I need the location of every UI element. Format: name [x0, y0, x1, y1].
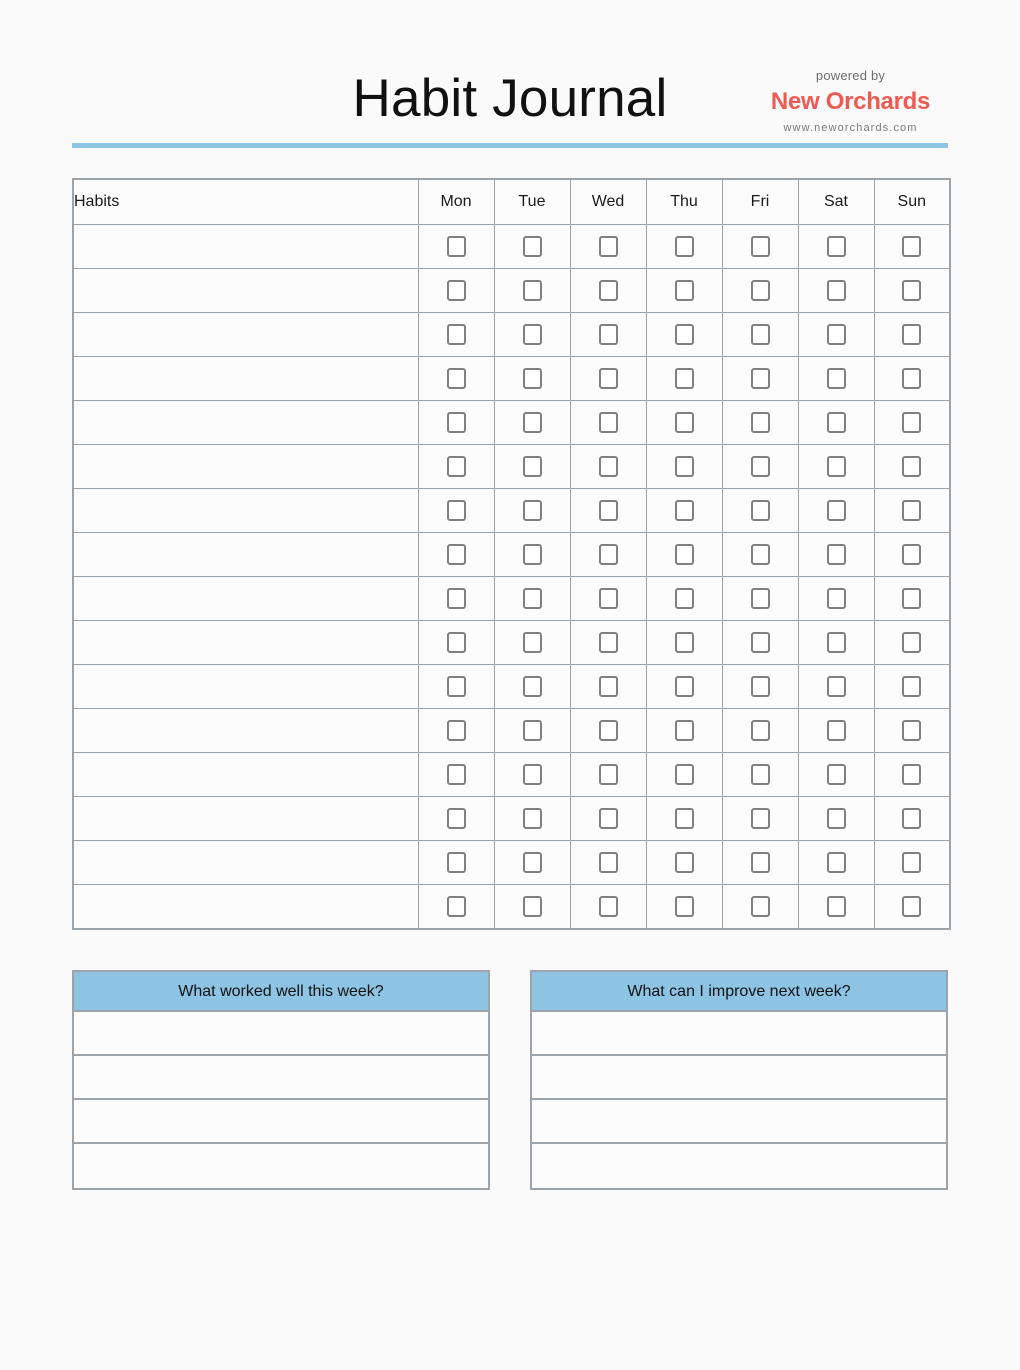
day-column-header-fri: Fri	[722, 179, 798, 225]
table-row	[73, 797, 950, 841]
habit-check-cell-mon[interactable]	[418, 709, 494, 753]
habit-check-cell-mon[interactable]	[418, 401, 494, 445]
habit-check-cell-fri[interactable]	[722, 489, 798, 533]
empty-checkbox-icon[interactable]	[902, 632, 921, 653]
habit-table-container	[72, 178, 948, 930]
empty-checkbox-icon[interactable]	[447, 852, 466, 873]
empty-checkbox-icon[interactable]	[675, 632, 694, 653]
habit-check-cell-mon[interactable]	[418, 885, 494, 930]
habit-check-cell-sun[interactable]	[874, 885, 950, 930]
day-column-header-thu: Thu	[646, 179, 722, 225]
habit-check-cell-wed[interactable]	[570, 665, 646, 709]
empty-checkbox-icon[interactable]	[675, 720, 694, 741]
reflection-box-worked-well	[72, 970, 490, 1190]
empty-checkbox-icon[interactable]	[523, 764, 542, 785]
empty-checkbox-icon[interactable]	[599, 764, 618, 785]
habit-name-cell[interactable]	[73, 357, 418, 401]
habit-name-cell[interactable]	[73, 577, 418, 621]
habit-check-cell-mon[interactable]	[418, 665, 494, 709]
habit-check-cell-wed[interactable]	[570, 313, 646, 357]
table-row	[73, 621, 950, 665]
empty-checkbox-icon[interactable]	[447, 544, 466, 565]
day-column-header-sat: Sat	[798, 179, 874, 225]
empty-checkbox-icon[interactable]	[447, 236, 466, 257]
habit-check-cell-sun[interactable]	[874, 489, 950, 533]
habit-check-cell-sat[interactable]	[798, 665, 874, 709]
habit-name-cell[interactable]	[73, 445, 418, 489]
habit-check-cell-fri[interactable]	[722, 709, 798, 753]
habit-check-cell-sun[interactable]	[874, 577, 950, 621]
empty-checkbox-icon[interactable]	[599, 500, 618, 521]
empty-checkbox-icon[interactable]	[599, 544, 618, 565]
empty-checkbox-icon[interactable]	[827, 280, 846, 301]
empty-checkbox-icon[interactable]	[523, 852, 542, 873]
habit-check-cell-thu[interactable]	[646, 709, 722, 753]
habit-check-cell-tue[interactable]	[494, 709, 570, 753]
empty-checkbox-icon[interactable]	[751, 852, 770, 873]
habit-check-cell-fri[interactable]	[722, 577, 798, 621]
habit-check-cell-sun[interactable]	[874, 797, 950, 841]
habit-check-cell-tue[interactable]	[494, 753, 570, 797]
empty-checkbox-icon[interactable]	[523, 412, 542, 433]
empty-checkbox-icon[interactable]	[675, 500, 694, 521]
habit-check-cell-sun[interactable]	[874, 753, 950, 797]
empty-checkbox-icon[interactable]	[599, 456, 618, 477]
empty-checkbox-icon[interactable]	[447, 368, 466, 389]
day-column-header-mon: Mon	[418, 179, 494, 225]
empty-checkbox-icon[interactable]	[902, 764, 921, 785]
habit-name-cell[interactable]	[73, 489, 418, 533]
empty-checkbox-icon[interactable]	[902, 236, 921, 257]
habit-check-cell-tue[interactable]	[494, 269, 570, 313]
empty-checkbox-icon[interactable]	[447, 280, 466, 301]
empty-checkbox-icon[interactable]	[827, 808, 846, 829]
habit-check-cell-sun[interactable]	[874, 709, 950, 753]
habit-check-cell-fri[interactable]	[722, 841, 798, 885]
reflection-write-line[interactable]	[74, 1144, 488, 1188]
habit-check-cell-mon[interactable]	[418, 797, 494, 841]
empty-checkbox-icon[interactable]	[447, 324, 466, 345]
habit-check-cell-sat[interactable]	[798, 885, 874, 930]
habit-name-cell[interactable]	[73, 269, 418, 313]
day-column-header-tue: Tue	[494, 179, 570, 225]
empty-checkbox-icon[interactable]	[751, 676, 770, 697]
habit-check-cell-sat[interactable]	[798, 313, 874, 357]
habit-check-cell-sun[interactable]	[874, 621, 950, 665]
empty-checkbox-icon[interactable]	[902, 676, 921, 697]
table-row	[73, 401, 950, 445]
empty-checkbox-icon[interactable]	[827, 324, 846, 345]
habit-check-cell-thu[interactable]	[646, 753, 722, 797]
reflection-write-line[interactable]	[532, 1012, 946, 1056]
habit-name-cell[interactable]	[73, 665, 418, 709]
habit-check-cell-sun[interactable]	[874, 401, 950, 445]
empty-checkbox-icon[interactable]	[523, 324, 542, 345]
empty-checkbox-icon[interactable]	[675, 544, 694, 565]
habit-check-cell-wed[interactable]	[570, 621, 646, 665]
habit-check-cell-tue[interactable]	[494, 621, 570, 665]
habit-check-cell-fri[interactable]	[722, 269, 798, 313]
habit-check-cell-wed[interactable]	[570, 709, 646, 753]
habit-check-cell-fri[interactable]	[722, 797, 798, 841]
empty-checkbox-icon[interactable]	[827, 588, 846, 609]
habit-check-cell-thu[interactable]	[646, 665, 722, 709]
habit-check-cell-thu[interactable]	[646, 445, 722, 489]
habit-check-cell-sat[interactable]	[798, 753, 874, 797]
habit-check-cell-sun[interactable]	[874, 357, 950, 401]
empty-checkbox-icon[interactable]	[447, 632, 466, 653]
habit-check-cell-thu[interactable]	[646, 489, 722, 533]
habit-check-cell-wed[interactable]	[570, 445, 646, 489]
habit-check-cell-fri[interactable]	[722, 665, 798, 709]
reflection-write-line[interactable]	[532, 1056, 946, 1100]
table-row	[73, 445, 950, 489]
empty-checkbox-icon[interactable]	[447, 456, 466, 477]
empty-checkbox-icon[interactable]	[751, 632, 770, 653]
habit-check-cell-sun[interactable]	[874, 841, 950, 885]
habit-check-cell-sat[interactable]	[798, 533, 874, 577]
empty-checkbox-icon[interactable]	[902, 500, 921, 521]
empty-checkbox-icon[interactable]	[751, 764, 770, 785]
empty-checkbox-icon[interactable]	[599, 324, 618, 345]
empty-checkbox-icon[interactable]	[523, 500, 542, 521]
habit-check-cell-fri[interactable]	[722, 445, 798, 489]
habit-check-cell-wed[interactable]	[570, 357, 646, 401]
empty-checkbox-icon[interactable]	[827, 852, 846, 873]
habit-check-cell-tue[interactable]	[494, 885, 570, 930]
empty-checkbox-icon[interactable]	[751, 896, 770, 917]
habit-check-cell-sat[interactable]	[798, 225, 874, 269]
habit-name-cell[interactable]	[73, 753, 418, 797]
empty-checkbox-icon[interactable]	[751, 412, 770, 433]
habit-name-cell[interactable]	[73, 709, 418, 753]
empty-checkbox-icon[interactable]	[523, 588, 542, 609]
empty-checkbox-icon[interactable]	[523, 280, 542, 301]
empty-checkbox-icon[interactable]	[599, 852, 618, 873]
habit-check-cell-sat[interactable]	[798, 577, 874, 621]
empty-checkbox-icon[interactable]	[599, 412, 618, 433]
habit-check-cell-thu[interactable]	[646, 841, 722, 885]
empty-checkbox-icon[interactable]	[599, 280, 618, 301]
empty-checkbox-icon[interactable]	[902, 852, 921, 873]
empty-checkbox-icon[interactable]	[751, 588, 770, 609]
habit-check-cell-thu[interactable]	[646, 577, 722, 621]
table-row	[73, 841, 950, 885]
habit-check-cell-thu[interactable]	[646, 533, 722, 577]
habit-check-cell-sun[interactable]	[874, 225, 950, 269]
habit-check-cell-mon[interactable]	[418, 841, 494, 885]
empty-checkbox-icon[interactable]	[523, 368, 542, 389]
reflection-section	[72, 970, 948, 1190]
habit-check-cell-thu[interactable]	[646, 621, 722, 665]
empty-checkbox-icon[interactable]	[827, 676, 846, 697]
habit-check-cell-thu[interactable]	[646, 357, 722, 401]
habit-check-cell-fri[interactable]	[722, 533, 798, 577]
habit-check-cell-thu[interactable]	[646, 269, 722, 313]
empty-checkbox-icon[interactable]	[523, 456, 542, 477]
empty-checkbox-icon[interactable]	[599, 588, 618, 609]
empty-checkbox-icon[interactable]	[751, 368, 770, 389]
habit-name-cell[interactable]	[73, 841, 418, 885]
habit-check-cell-mon[interactable]	[418, 445, 494, 489]
habit-check-cell-tue[interactable]	[494, 401, 570, 445]
habit-tracker-table	[72, 178, 951, 930]
table-row	[73, 313, 950, 357]
habit-check-cell-wed[interactable]	[570, 885, 646, 930]
empty-checkbox-icon[interactable]	[751, 324, 770, 345]
empty-checkbox-icon[interactable]	[447, 764, 466, 785]
habit-check-cell-sat[interactable]	[798, 357, 874, 401]
empty-checkbox-icon[interactable]	[447, 808, 466, 829]
empty-checkbox-icon[interactable]	[599, 720, 618, 741]
empty-checkbox-icon[interactable]	[523, 544, 542, 565]
habit-check-cell-mon[interactable]	[418, 313, 494, 357]
empty-checkbox-icon[interactable]	[751, 456, 770, 477]
habit-check-cell-fri[interactable]	[722, 313, 798, 357]
empty-checkbox-icon[interactable]	[523, 676, 542, 697]
table-row	[73, 269, 950, 313]
empty-checkbox-icon[interactable]	[447, 896, 466, 917]
empty-checkbox-icon[interactable]	[675, 280, 694, 301]
habit-check-cell-mon[interactable]	[418, 533, 494, 577]
habit-check-cell-sat[interactable]	[798, 269, 874, 313]
table-row	[73, 753, 950, 797]
habits-column-header: Habits	[73, 179, 418, 225]
table-row	[73, 225, 950, 269]
habit-check-cell-fri[interactable]	[722, 885, 798, 930]
powered-by-label: powered by	[815, 68, 886, 83]
habit-check-cell-tue[interactable]	[494, 357, 570, 401]
habit-check-cell-fri[interactable]	[722, 225, 798, 269]
empty-checkbox-icon[interactable]	[599, 896, 618, 917]
empty-checkbox-icon[interactable]	[827, 544, 846, 565]
empty-checkbox-icon[interactable]	[902, 808, 921, 829]
empty-checkbox-icon[interactable]	[827, 456, 846, 477]
empty-checkbox-icon[interactable]	[675, 236, 694, 257]
reflection-write-line[interactable]	[74, 1100, 488, 1144]
habit-check-cell-sat[interactable]	[798, 709, 874, 753]
empty-checkbox-icon[interactable]	[675, 764, 694, 785]
empty-checkbox-icon[interactable]	[827, 896, 846, 917]
habit-name-cell[interactable]	[73, 621, 418, 665]
empty-checkbox-icon[interactable]	[902, 456, 921, 477]
habit-name-cell[interactable]	[73, 401, 418, 445]
habit-check-cell-wed[interactable]	[570, 401, 646, 445]
header-row	[73, 179, 950, 225]
habit-check-cell-thu[interactable]	[646, 401, 722, 445]
habit-check-cell-wed[interactable]	[570, 841, 646, 885]
empty-checkbox-icon[interactable]	[902, 412, 921, 433]
reflection-title: What worked well this week?	[74, 972, 488, 1012]
habit-check-cell-tue[interactable]	[494, 665, 570, 709]
habit-check-cell-mon[interactable]	[418, 577, 494, 621]
empty-checkbox-icon[interactable]	[675, 412, 694, 433]
habit-check-cell-mon[interactable]	[418, 621, 494, 665]
habit-check-cell-tue[interactable]	[494, 577, 570, 621]
empty-checkbox-icon[interactable]	[751, 280, 770, 301]
empty-checkbox-icon[interactable]	[675, 588, 694, 609]
empty-checkbox-icon[interactable]	[599, 368, 618, 389]
table-row	[73, 577, 950, 621]
habit-name-cell[interactable]	[73, 313, 418, 357]
habit-check-cell-mon[interactable]	[418, 269, 494, 313]
reflection-title: What can I improve next week?	[532, 972, 946, 1012]
empty-checkbox-icon[interactable]	[827, 720, 846, 741]
habit-check-cell-thu[interactable]	[646, 797, 722, 841]
empty-checkbox-icon[interactable]	[675, 324, 694, 345]
empty-checkbox-icon[interactable]	[675, 896, 694, 917]
empty-checkbox-icon[interactable]	[902, 544, 921, 565]
empty-checkbox-icon[interactable]	[447, 676, 466, 697]
habit-table-body	[73, 225, 950, 930]
brand-name: New Orchards	[770, 87, 931, 115]
table-row	[73, 665, 950, 709]
empty-checkbox-icon[interactable]	[447, 588, 466, 609]
empty-checkbox-icon[interactable]	[902, 720, 921, 741]
brand-url: www.neworchards.com	[783, 121, 918, 134]
habit-name-cell[interactable]	[73, 885, 418, 930]
habit-check-cell-mon[interactable]	[418, 489, 494, 533]
empty-checkbox-icon[interactable]	[675, 368, 694, 389]
habit-check-cell-wed[interactable]	[570, 797, 646, 841]
empty-checkbox-icon[interactable]	[523, 720, 542, 741]
habit-check-cell-sat[interactable]	[798, 489, 874, 533]
habit-check-cell-sat[interactable]	[798, 401, 874, 445]
habit-check-cell-sat[interactable]	[798, 797, 874, 841]
habit-check-cell-sat[interactable]	[798, 621, 874, 665]
habit-check-cell-sat[interactable]	[798, 445, 874, 489]
habit-check-cell-sun[interactable]	[874, 665, 950, 709]
habit-check-cell-mon[interactable]	[418, 225, 494, 269]
habit-check-cell-wed[interactable]	[570, 225, 646, 269]
empty-checkbox-icon[interactable]	[447, 500, 466, 521]
habit-name-cell[interactable]	[73, 797, 418, 841]
empty-checkbox-icon[interactable]	[599, 808, 618, 829]
habit-check-cell-fri[interactable]	[722, 753, 798, 797]
empty-checkbox-icon[interactable]	[675, 852, 694, 873]
empty-checkbox-icon[interactable]	[751, 500, 770, 521]
page-title: Habit Journal	[352, 69, 668, 128]
header-divider	[72, 143, 948, 148]
empty-checkbox-icon[interactable]	[523, 896, 542, 917]
page-header	[72, 50, 948, 150]
table-row	[73, 357, 950, 401]
habit-check-cell-tue[interactable]	[494, 533, 570, 577]
habit-check-cell-wed[interactable]	[570, 489, 646, 533]
table-row	[73, 489, 950, 533]
empty-checkbox-icon[interactable]	[902, 280, 921, 301]
habit-check-cell-mon[interactable]	[418, 753, 494, 797]
habit-check-cell-thu[interactable]	[646, 313, 722, 357]
habit-name-cell[interactable]	[73, 533, 418, 577]
habit-check-cell-sun[interactable]	[874, 313, 950, 357]
habit-journal-page	[0, 50, 1020, 1370]
habit-check-cell-sat[interactable]	[798, 841, 874, 885]
reflection-write-line[interactable]	[532, 1144, 946, 1188]
empty-checkbox-icon[interactable]	[675, 808, 694, 829]
habit-check-cell-fri[interactable]	[722, 357, 798, 401]
empty-checkbox-icon[interactable]	[447, 720, 466, 741]
habit-check-cell-thu[interactable]	[646, 885, 722, 930]
table-row	[73, 709, 950, 753]
habit-check-cell-tue[interactable]	[494, 225, 570, 269]
day-column-header-sun: Sun	[874, 179, 950, 225]
empty-checkbox-icon[interactable]	[827, 412, 846, 433]
habit-check-cell-sun[interactable]	[874, 445, 950, 489]
empty-checkbox-icon[interactable]	[751, 544, 770, 565]
empty-checkbox-icon[interactable]	[751, 236, 770, 257]
reflection-write-line[interactable]	[74, 1056, 488, 1100]
empty-checkbox-icon[interactable]	[675, 676, 694, 697]
brand-block	[753, 68, 948, 135]
habit-check-cell-fri[interactable]	[722, 621, 798, 665]
habit-check-cell-tue[interactable]	[494, 313, 570, 357]
habit-name-cell[interactable]	[73, 225, 418, 269]
habit-check-cell-wed[interactable]	[570, 753, 646, 797]
habit-check-cell-sun[interactable]	[874, 269, 950, 313]
habit-check-cell-sun[interactable]	[874, 533, 950, 577]
habit-check-cell-mon[interactable]	[418, 357, 494, 401]
empty-checkbox-icon[interactable]	[902, 368, 921, 389]
day-column-header-wed: Wed	[570, 179, 646, 225]
habit-check-cell-tue[interactable]	[494, 841, 570, 885]
empty-checkbox-icon[interactable]	[599, 632, 618, 653]
empty-checkbox-icon[interactable]	[523, 236, 542, 257]
habit-check-cell-wed[interactable]	[570, 269, 646, 313]
reflection-write-line[interactable]	[74, 1012, 488, 1056]
empty-checkbox-icon[interactable]	[751, 720, 770, 741]
empty-checkbox-icon[interactable]	[447, 412, 466, 433]
empty-checkbox-icon[interactable]	[523, 632, 542, 653]
table-row	[73, 885, 950, 930]
empty-checkbox-icon[interactable]	[751, 808, 770, 829]
empty-checkbox-icon[interactable]	[599, 236, 618, 257]
habit-check-cell-fri[interactable]	[722, 401, 798, 445]
empty-checkbox-icon[interactable]	[827, 236, 846, 257]
habit-check-cell-tue[interactable]	[494, 445, 570, 489]
empty-checkbox-icon[interactable]	[902, 896, 921, 917]
empty-checkbox-icon[interactable]	[599, 676, 618, 697]
empty-checkbox-icon[interactable]	[827, 500, 846, 521]
table-row	[73, 533, 950, 577]
empty-checkbox-icon[interactable]	[827, 632, 846, 653]
empty-checkbox-icon[interactable]	[902, 324, 921, 345]
reflection-box-improve	[530, 970, 948, 1190]
empty-checkbox-icon[interactable]	[523, 808, 542, 829]
habit-check-cell-wed[interactable]	[570, 533, 646, 577]
habit-check-cell-tue[interactable]	[494, 797, 570, 841]
habit-check-cell-wed[interactable]	[570, 577, 646, 621]
empty-checkbox-icon[interactable]	[827, 764, 846, 785]
empty-checkbox-icon[interactable]	[827, 368, 846, 389]
reflection-write-line[interactable]	[532, 1100, 946, 1144]
empty-checkbox-icon[interactable]	[675, 456, 694, 477]
habit-table-header	[73, 179, 950, 225]
habit-check-cell-tue[interactable]	[494, 489, 570, 533]
empty-checkbox-icon[interactable]	[902, 588, 921, 609]
habit-check-cell-thu[interactable]	[646, 225, 722, 269]
